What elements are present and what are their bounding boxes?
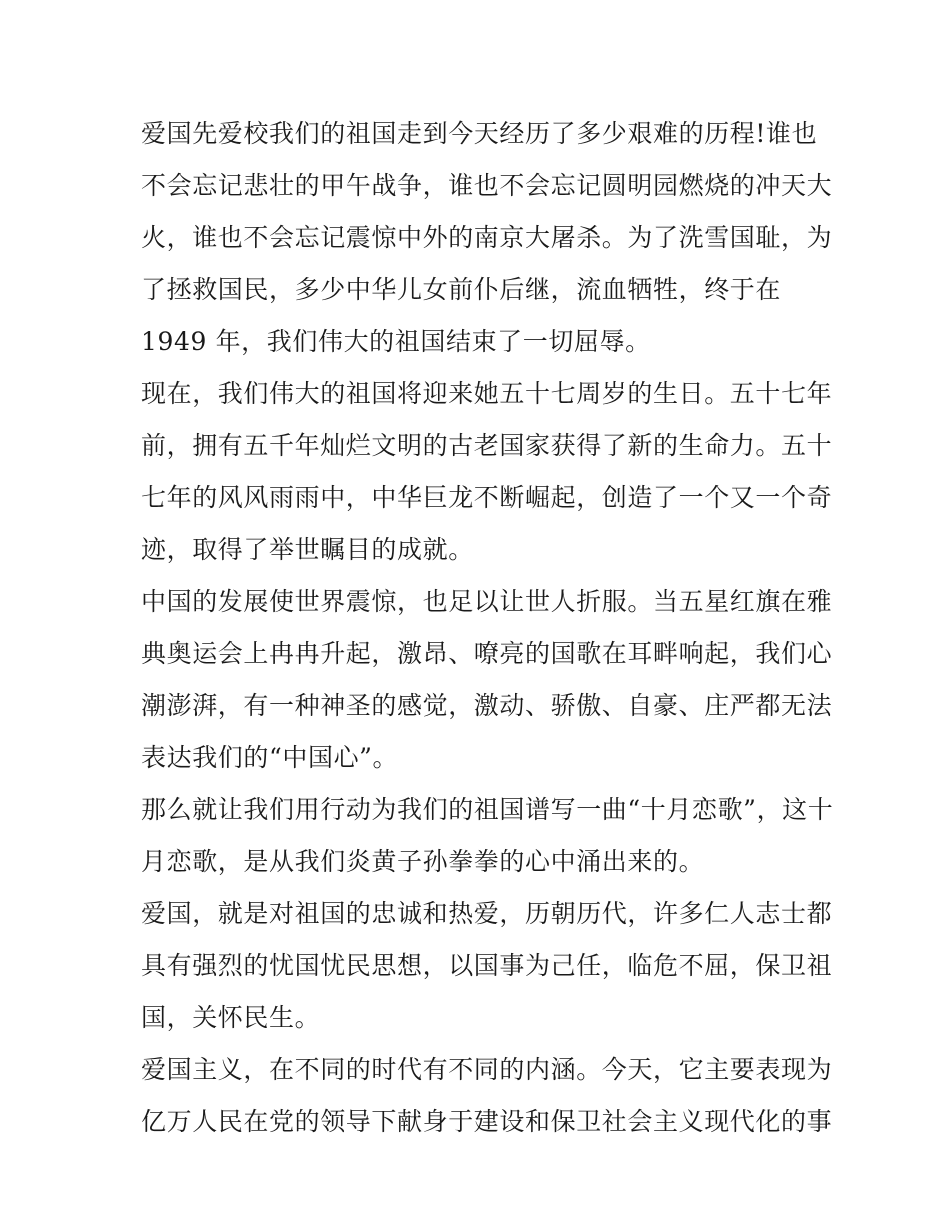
text-line: 典奥运会上冉冉升起，激昂、嘹亮的国歌在耳畔响起，我们心 [141, 639, 833, 668]
text-line: 亿万人民在党的领导下献身于建设和保卫社会主义现代化的事 [141, 1107, 833, 1136]
text-line: 爱国，就是对祖国的忠诚和热爱，历朝历代，许多仁人志士都 [141, 899, 833, 928]
text-line: 国，关怀民生。 [141, 1003, 321, 1032]
text-line: 迹，取得了举世瞩目的成就。 [141, 535, 474, 564]
text-line: 七年的风风雨雨中，中华巨龙不断崛起，创造了一个又一个奇 [141, 483, 833, 512]
document-body [141, 108, 834, 1148]
text-line: 现在，我们伟大的祖国将迎来她五十七周岁的生日。五十七年 [141, 379, 833, 408]
text-line: 火，谁也不会忘记震惊中外的南京大屠杀。为了洗雪国耻，为 [141, 223, 833, 252]
text-line: 具有强烈的忧国忧民思想，以国事为己任，临危不屈，保卫祖 [141, 951, 833, 980]
text-line: 中国的发展使世界震惊，也足以让世人折服。当五星红旗在雅 [141, 587, 833, 616]
text-line: 表达我们的“中国心”。 [141, 743, 399, 772]
text-line: 那么就让我们用行动为我们的祖国谱写一曲“十月恋歌”，这十 [141, 795, 834, 824]
text-line: 爱国先爱校我们的祖国走到今天经历了多少艰难的历程!谁也 [141, 119, 818, 148]
text-line: 不会忘记悲壮的甲午战争，谁也不会忘记圆明园燃烧的冲天大 [141, 171, 833, 200]
text-line: 前，拥有五千年灿烂文明的古老国家获得了新的生命力。五十 [141, 431, 833, 460]
text-line: 月恋歌，是从我们炎黄子孙拳拳的心中涌出来的。 [141, 847, 705, 876]
text-line: 1949 年，我们伟大的祖国结束了一切屈辱。 [141, 327, 651, 356]
text-line: 了拯救国民，多少中华儿女前仆后继，流血牺牲，终于在 [141, 275, 782, 304]
text-line: 爱国主义，在不同的时代有不同的内涵。今天，它主要表现为 [141, 1055, 833, 1084]
text-line: 潮澎湃，有一种神圣的感觉，激动、骄傲、自豪、庄严都无法 [141, 691, 833, 720]
